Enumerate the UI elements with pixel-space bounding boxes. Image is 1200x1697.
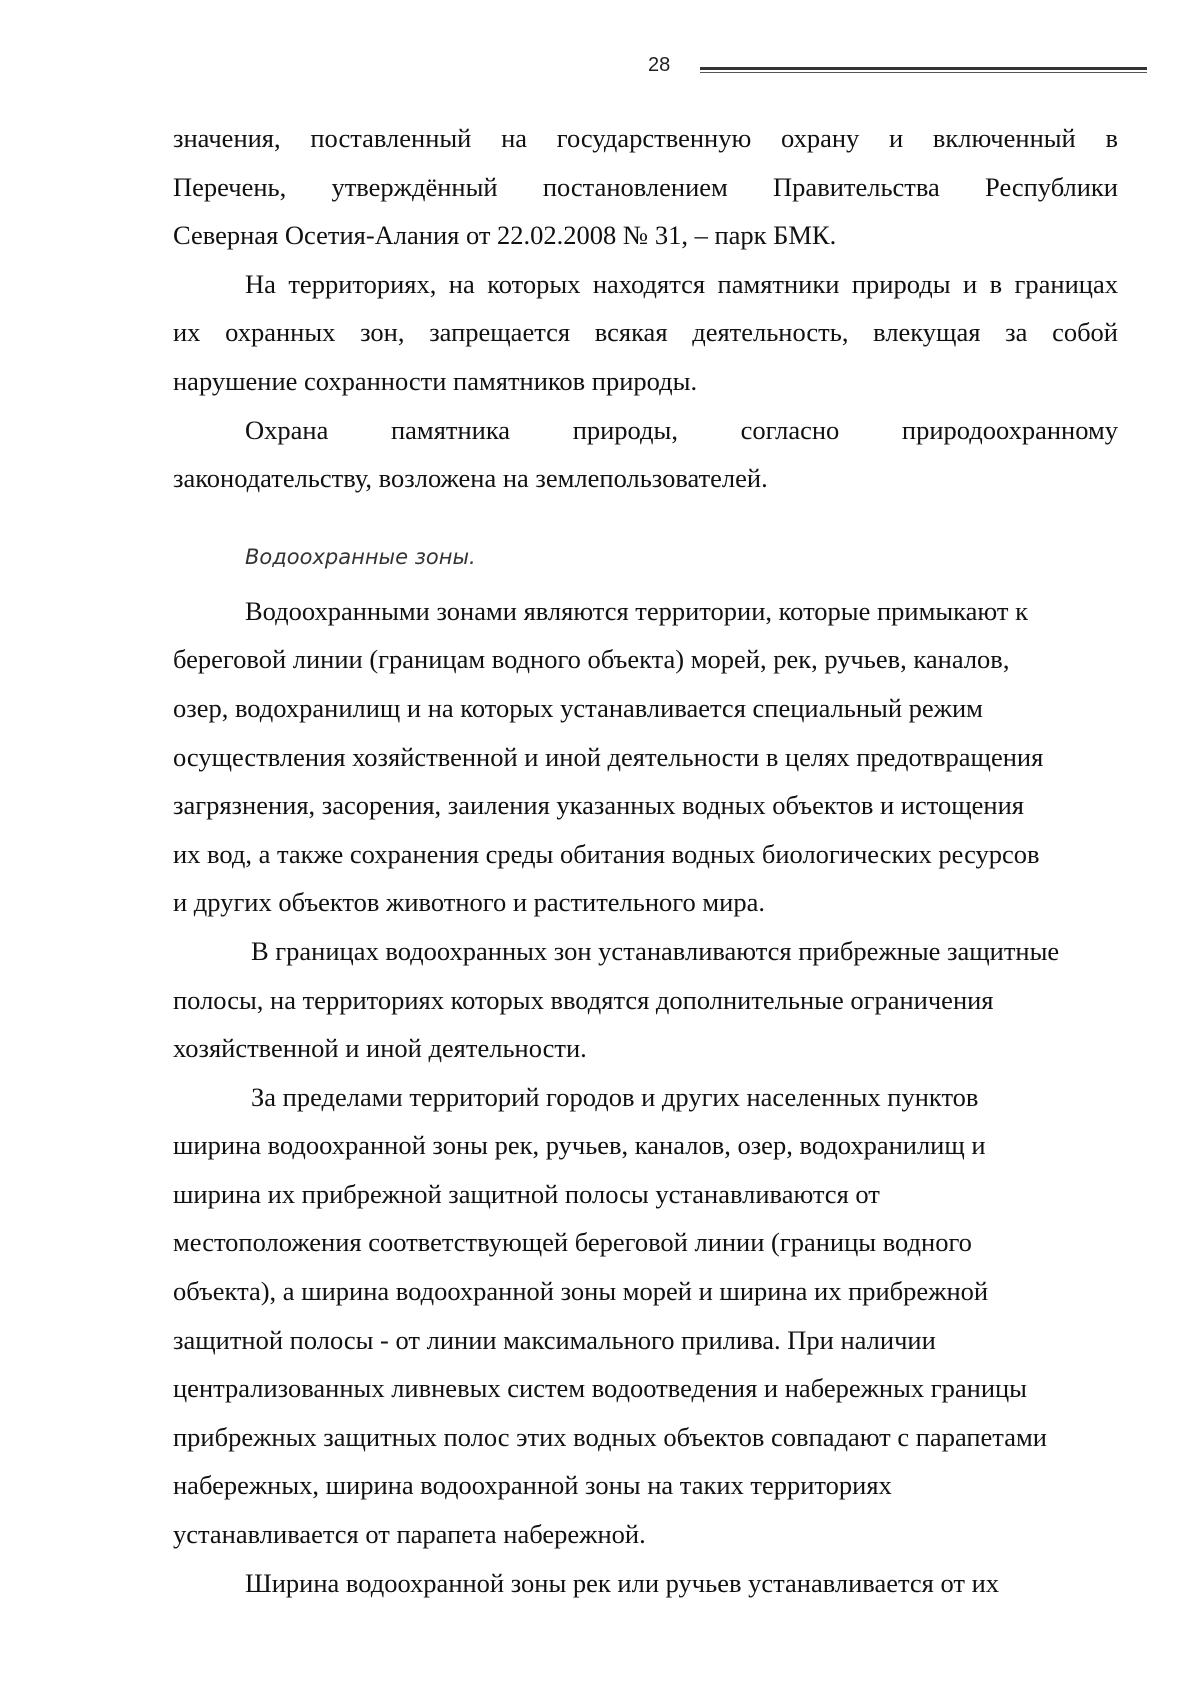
text-line: набережных, ширина водоохранной зоны на таких территориях [173, 1470, 892, 1501]
section-subheading: Водоохранные зоны. [245, 544, 476, 569]
spacer [173, 503, 1118, 527]
text-line: законодательству, возложена на землепользователей. [173, 463, 768, 494]
text-line: нарушение сохранности памятников природы. [173, 365, 698, 396]
page-number: 28 [648, 54, 671, 76]
text-line: прибрежных защитных полос этих водных объектов совпадают с парапетами [173, 1421, 1047, 1452]
text-line: Перечень, утверждённый постановлением Правительства Республики [173, 171, 1118, 202]
header-rule [700, 67, 1147, 70]
text-line: На территориях, на которых находятся памятники природы и в границах [245, 268, 1118, 299]
text-line: За пределами территорий городов и других населенных пунктов [251, 1081, 979, 1112]
document-body [173, 114, 1118, 1607]
text-line: береговой линии (границам водного объекта) морей, рек, ручьев, каналов, [173, 644, 1010, 675]
text-line: и других объектов животного и растительного мира. [173, 887, 765, 918]
text-line: централизованных ливневых систем водоотведения и набережных границы [173, 1373, 1027, 1404]
text-line: ширина их прибрежной защитной полосы устанавливаются от [173, 1178, 880, 1209]
text-line: значения, поставленный на государственную охрану и включенный в [173, 123, 1118, 153]
text-line: Северная Осетия-Алания от 22.02.2008 № 31, – парк БМК. [173, 220, 837, 251]
text-line: устанавливается от парапета набережной. [173, 1519, 646, 1550]
text-line: осуществления хозяйственной и иной деятельности в целях предотвращения [173, 741, 1044, 772]
text-line: загрязнения, засорения, заиления указанных водных объектов и истощения [173, 790, 1024, 821]
text-line: ширина водоохранной зоны рек, ручьев, каналов, озер, водохранилищ и [173, 1130, 986, 1161]
text-line: Водоохранными зонами являются территории, которые примыкают к [245, 595, 1028, 626]
text-line: их вод, а также сохранения среды обитания водных биологических ресурсов [173, 838, 1040, 869]
text-line: их охранных зон, запрещается всякая деятельность, влекущая за собой [173, 317, 1118, 348]
text-line: Охрана памятника природы, согласно природоохранному [245, 414, 1118, 445]
text-line: Ширина водоохранной зоны рек или ручьев устанавливается от их [245, 1567, 999, 1598]
text-line: озер, водохранилищ и на которых устанавливается специальный режим [173, 692, 983, 723]
text-line: объекта), а ширина водоохранной зоны морей и ширина их прибрежной [173, 1276, 989, 1307]
text-line: полосы, на территориях которых вводятся дополнительные ограничения [173, 984, 994, 1015]
text-line: хозяйственной и иной деятельности. [173, 1033, 587, 1064]
text-line: местоположения соответствующей береговой линии (границы водного [173, 1227, 972, 1258]
text-line: защитной полосы - от линии максимального прилива. При наличии [173, 1324, 936, 1355]
text-line: В границах водоохранных зон устанавливаются прибрежные защитные [251, 935, 1060, 966]
